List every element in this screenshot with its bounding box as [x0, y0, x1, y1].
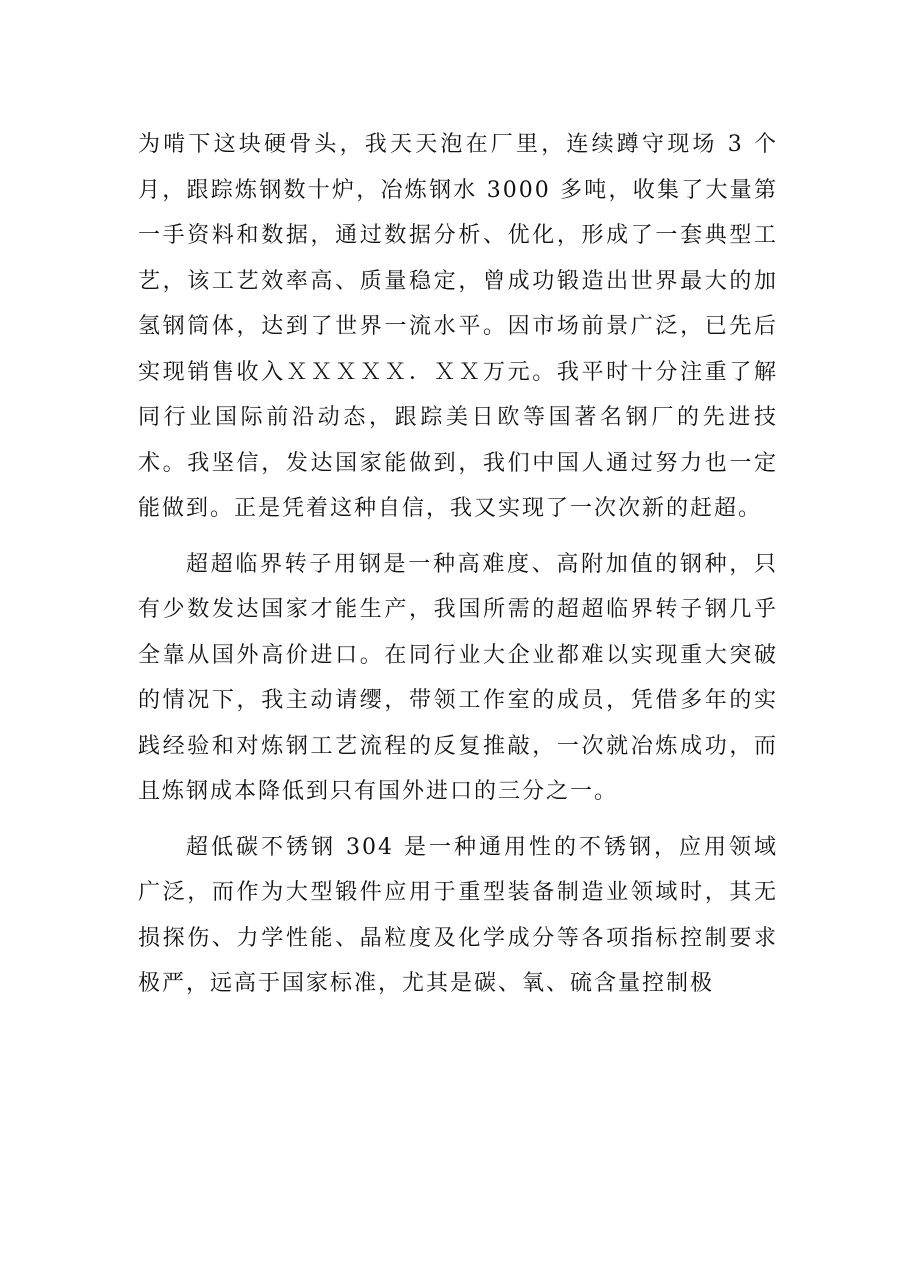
paragraph-rotor-steel: 超超临界转子用钢是一种高难度、高附加值的钢种，只有少数发达国家才能生产，我国所需的超超临界转子钢几乎全靠从国外高价进口。在同行业大企业都难以实现重大突破的情况下，我主动请缨，带领工作室的成员，凭借多年的实践经验和对炼钢工艺流程的反复推敲，一次就冶炼成功，而且炼钢成本降低到只有国外进口的三分之一。	[138, 551, 778, 804]
paragraph-stainless-steel: 超低碳不锈钢 304 是一种通用性的不锈钢，应用领域广泛，而作为大型锻件应用于重型装备制造业领域时，其无损探伤、力学性能、晶粒度及化学成分等各项指标控制要求极严，远高于国家标准，尤其是碳、氧、硫含量控制极	[138, 834, 778, 996]
paragraph-continued: 为啃下这块硬骨头，我天天泡在厂里，连续蹲守现场 3 个月，跟踪炼钢数十炉，冶炼钢水 3000 多吨，收集了大量第一手资料和数据，通过数据分析、优化，形成了一套典型工艺，该工艺效率高、质量稳定，曾成功锻造出世界最大的加氢钢筒体，达到了世界一流水平。因市场前景广泛，已先后实现销售收入ＸＸＸＸＸ．ＸＸ万元。我平时十分注重了解同行业国际前沿动态，跟踪美日欧等国著名钢厂的先进技术。我坚信，发达国家能做到，我们中国人通过努力也一定能做到。正是凭着这种自信，我又实现了一次次新的赶超。	[138, 132, 778, 521]
document-body	[138, 122, 778, 1017]
